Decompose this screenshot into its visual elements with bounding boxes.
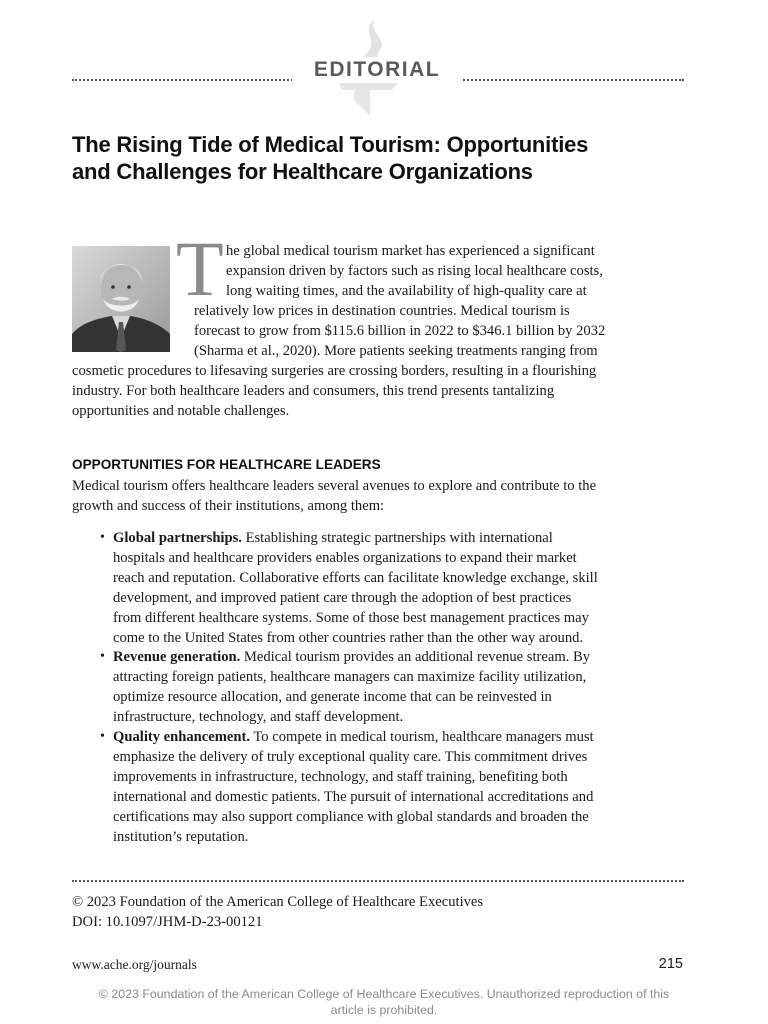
bullet-line: hospitals and healthcare providers enables organizations to expand their market xyxy=(113,550,577,566)
section-intro-line: growth and success of their institutions, among them: xyxy=(72,498,385,514)
intro-line: relatively low prices in destination countries. Medical tourism is xyxy=(194,303,570,319)
title-line-2: and Challenges for Healthcare Organizations xyxy=(72,159,533,184)
bullet-line: institution’s reputation. xyxy=(113,829,249,845)
article-title xyxy=(72,131,692,185)
bullet-title: Revenue generation. xyxy=(113,649,241,665)
list-item xyxy=(113,647,590,667)
intro-line: expansion driven by factors such as rising local healthcare costs, xyxy=(226,263,603,279)
section-intro-line: Medical tourism offers healthcare leaders several avenues to explore and contribute to the xyxy=(72,478,597,494)
drop-cap: T xyxy=(176,225,224,312)
intro-line: (Sharma et al., 2020). More patients seeking treatments ranging from xyxy=(194,343,598,359)
bullet-text: Medical tourism provides an additional revenue stream. By xyxy=(240,649,591,665)
bullet-line: international and domestic patients. The pursuit of international accreditations and xyxy=(113,789,594,805)
bullet-icon: • xyxy=(100,530,105,545)
section-label: EDITORIAL xyxy=(292,57,462,83)
bullet-title: Quality enhancement. xyxy=(113,729,251,745)
reproduction-notice xyxy=(0,986,768,1018)
bullet-line: infrastructure, technology, and staff development. xyxy=(113,709,404,725)
intro-line: cosmetic procedures to lifesaving surgeries are crossing borders, resulting in a flourishing xyxy=(72,363,597,379)
copyright-line: © 2023 Foundation of the American College of Healthcare Executives xyxy=(72,894,484,910)
doi-line: DOI: 10.1097/JHM-D-23-00121 xyxy=(72,914,263,930)
bullet-line: improvements in infrastructure, technology, and staff training, benefiting both xyxy=(113,769,568,785)
bullet-line: optimize resource allocation, and generate income that can be reinvested in xyxy=(113,689,552,705)
bullet-line: from different healthcare systems. Some of those best management practices may xyxy=(113,610,589,626)
intro-line: long waiting times, and the availability of high-quality care at xyxy=(226,283,587,299)
footer-dotted-rule xyxy=(72,880,684,882)
bullet-text: To compete in medical tourism, healthcare managers must xyxy=(250,729,594,745)
intro-line: industry. For both healthcare leaders and consumers, this trend presents tantalizing xyxy=(72,383,555,399)
list-item xyxy=(113,727,594,747)
bullet-line: development, and improved patient care through the adoption of best practices xyxy=(113,590,572,606)
notice-line-1: © 2023 Foundation of the American College of Healthcare Executives. Unauthorized reproduction of this xyxy=(98,987,670,1001)
bullet-line: certifications may also support compliance with global standards and broaden the xyxy=(113,809,589,825)
bullet-text: Establishing strategic partnerships with international xyxy=(241,530,553,546)
bullet-line: attracting foreign patients, healthcare managers can maximize facility utilization, xyxy=(113,669,587,685)
journal-url: www.ache.org/journals xyxy=(72,957,197,972)
bullet-icon: • xyxy=(100,649,105,664)
intro-line: he global medical tourism market has experienced a significant xyxy=(226,243,595,259)
bullet-line: reach and reputation. Collaborative efforts can facilitate knowledge exchange, skill xyxy=(113,570,598,586)
title-line-1: The Rising Tide of Medical Tourism: Opportunities xyxy=(72,132,589,157)
bullet-line: emphasize the delivery of truly exceptional quality care. This commitment drives xyxy=(113,749,588,765)
bullet-line: come to the United States from other countries rather than the other way around. xyxy=(113,630,584,646)
page-number: 215 xyxy=(658,956,683,972)
bullet-title: Global partnerships. xyxy=(113,530,242,546)
intro-line: forecast to grow from $115.6 billion in 2022 to $346.1 billion by 2032 xyxy=(194,323,606,339)
section-heading: OPPORTUNITIES FOR HEALTHCARE LEADERS xyxy=(72,457,381,472)
intro-line: opportunities and notable challenges. xyxy=(72,403,290,419)
author-photo xyxy=(72,246,170,352)
bullet-icon: • xyxy=(100,729,105,744)
list-item xyxy=(113,528,553,548)
notice-line-2: article is prohibited. xyxy=(330,1003,438,1017)
